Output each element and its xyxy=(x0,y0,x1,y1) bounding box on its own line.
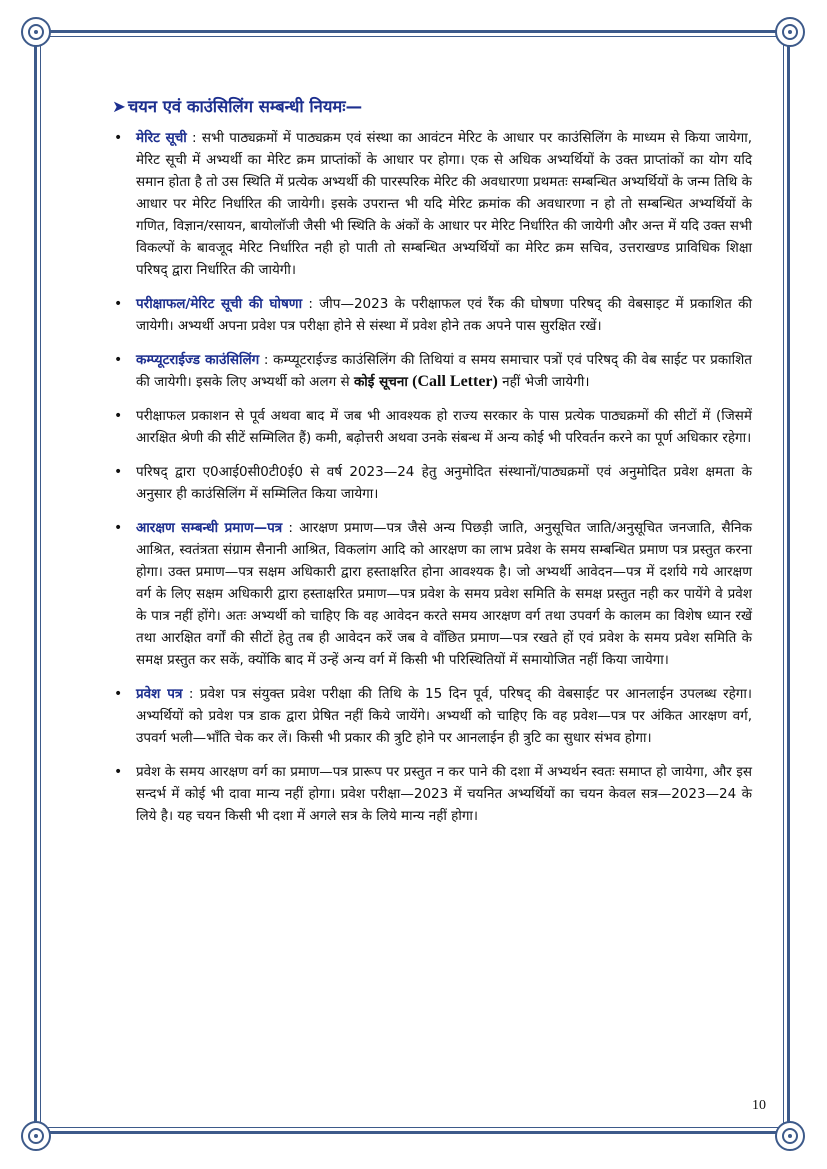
rule-text: परीक्षाफल प्रकाशन से पूर्व अथवा बाद में जब भी आवश्यक हो राज्य सरकार के पास प्रत्येक पाठ्यक्रमों की सीटों में (जिसमें आरक्षित श्रेणी की सीटें सम्मिलित हैं) कमी, बढ़ोत्तरी अथवा उनके संबन्ध में अन्य कोई भी परिवर्तन करने का पूर्ण अधिकार रहेगा। xyxy=(136,408,752,446)
section-heading xyxy=(112,94,752,117)
arrow-bullet-icon: ➤ xyxy=(112,97,126,116)
document-body xyxy=(112,94,752,839)
rule-text: : आरक्षण प्रमाण—पत्र जैसे अन्य पिछड़ी जाति, अनुसूचित जाति/अनुसूचित जनजाति, सैनिक आश्रित, स्वतंत्रता संग्राम सैनानी आश्रित, विकलांग आदि को आरक्षण का लाभ प्रवेश के समय सम्बन्धित प्रमाण पत्र प्रस्तुत करना होगा। उक्त प्रमाण—पत्र सक्षम अधिकारी द्वारा हस्ताक्षरित होना आवश्यक है। जो अभ्यर्थी आवेदन—पत्र में दर्शाये गये आरक्षण वर्ग के लिए सक्षम अधिकारी द्वारा हस्ताक्षरित प्रमाण—पत्र प्रवेश के समय प्रवेश समिति के समक्ष प्रस्तुत नही कर पायेंगे वे प्रवेश के पात्र नहीं होंगे। अतः अभ्यर्थी को चाहिए कि वह आवेदन करते समय आरक्षण वर्ग तथा उपवर्ग के कालम का विशेष ध्यान रखें तथा आरक्षित वर्गों की सीटों हेतु तब ही आवेदन करें जब वे वाँछित प्रमाण—पत्र रखते हों एवं प्रवेश के समय प्रवेश समिति के समक्ष प्रस्तुत कर सकें, क्योंकि बाद में उन्हें अन्य वर्ग में किसी भी परिस्थितियों में समायोजित नहीं किया जायेगा। xyxy=(136,520,752,668)
list-item xyxy=(112,761,752,827)
list-item xyxy=(112,349,752,393)
rule-tail-text: नहीं भेजी जायेगी। xyxy=(497,374,590,390)
corner-ornament-icon xyxy=(21,17,51,47)
rule-text: : सभी पाठ्यक्रमों में पाठ्यक्रम एवं संस्था का आवंटन मेरिट के आधार पर काउंसिलिंग के माध्यम से किया जायेगा, मेरिट सूची में अभ्यर्थी का मेरिट क्रम प्राप्तांकों के आधार पर होगा। एक से अधिक अभ्यर्थियों के उक्त प्राप्तांकों का योग यदि समान होता है तो उस स्थिति में प्रत्येक अभ्यर्थी की पारस्परिक मेरिट की अवधारणा प्रथमतः सम्बन्धित अभ्यर्थियों के जन्म तिथि के आधार पर मेरिट निर्धारित की जायेगी। इसके उपरान्त भी यदि मेरिट क्रमांक की अवधारणा न हो तो सम्बन्धित अभ्यर्थियों के गणित, विज्ञान/रसायन, बायोलॉजी जैसी भी स्थिति के अंकों के आधार पर मेरिट निर्धारित की जायेगी और अन्त में यदि उक्त सभी विकल्पों के बावजूद मेरिट निर्धारित नही हो पाती तो सम्बन्धित अभ्यर्थियों का मेरिट क्रम सचिव, उत्तराखण्ड प्राविधिक शिक्षा परिषद् द्वारा निर्धारित की जायेगी। xyxy=(136,130,752,278)
list-item xyxy=(112,517,752,671)
list-item xyxy=(112,127,752,281)
rule-bold-text: कोई सूचना xyxy=(353,374,408,390)
bullet-icon: • xyxy=(114,520,123,536)
list-item xyxy=(112,461,752,505)
corner-ornament-icon xyxy=(775,17,805,47)
bullet-icon: • xyxy=(114,352,123,368)
bullet-icon: • xyxy=(114,464,123,480)
rule-term: मेरिट सूची xyxy=(136,130,187,146)
corner-ornament-icon xyxy=(21,1121,51,1151)
rule-term: कम्प्यूटराईज्ड काउंसिलिंग xyxy=(136,352,260,368)
rule-text: परिषद् द्वारा ए0आई0सी0टी0ई0 से वर्ष 2023—24 हेतु अनुमोदित संस्थानों/पाठ्यक्रमों एवं अनुमोदित प्रवेश क्षमता के अनुसार ही काउंसिलिंग में सम्मिलित किया जायेगा। xyxy=(136,464,752,502)
call-letter-text: (Call Letter) xyxy=(412,373,498,390)
rule-term: प्रवेश पत्र xyxy=(136,686,183,702)
rule-term: आरक्षण सम्बन्धी प्रमाण—पत्र xyxy=(136,520,283,536)
rule-text: : कम्प्यूटराईज्ड काउंसिलिंग की तिथियां व समय समाचार पत्रों एवं परिषद् की वेब साईट पर प्रकाशित की जायेगी। इसके लिए अभ्यर्थी को अलग से xyxy=(136,352,752,390)
section-heading-text: चयन एवं काउंसिलिंग सम्बन्धी नियमः— xyxy=(127,97,363,116)
rule-term: परीक्षाफल/मेरिट सूची की घोषणा xyxy=(136,296,303,312)
bullet-icon: • xyxy=(114,686,123,702)
bullet-icon: • xyxy=(114,130,123,146)
list-item xyxy=(112,405,752,449)
list-item xyxy=(112,683,752,749)
rule-text: : प्रवेश पत्र संयुक्त प्रवेश परीक्षा की तिथि के 15 दिन पूर्व, परिषद् की वेबसाईट पर आनलाईन उपलब्ध रहेगा। अभ्यर्थियों को प्रवेश पत्र डाक द्वारा प्रेषित नहीं किये जायेंगे। अभ्यर्थी को चाहिए कि वह प्रवेश—पत्र पर अंकित आरक्षण वर्ग, उपवर्ग भली—भाँति चेक कर लें। किसी भी प्रकार की त्रुटि होने पर आनलाईन ही त्रुटि का सुधार संभव होगा। xyxy=(136,686,752,746)
corner-ornament-icon xyxy=(775,1121,805,1151)
rule-text: प्रवेश के समय आरक्षण वर्ग का प्रमाण—पत्र प्रारूप पर प्रस्तुत न कर पाने की दशा में अभ्यर्थन स्वतः समाप्त हो जायेगा, और इस सन्दर्भ में कोई भी दावा मान्य नहीं होगा। प्रवेश परीक्षा—2023 में चयनित अभ्यर्थियों का चयन केवल सत्र—2023—24 के लिये है। यह चयन किसी भी दशा में अगले सत्र के लिये मान्य नहीं होगा। xyxy=(136,764,752,824)
rule-text: : जीप—2023 के परीक्षाफल एवं रैंक की घोषणा परिषद् की वेबसाइट में प्रकाशित की जायेगी। अभ्यर्थी अपना प्रवेश पत्र परीक्षा होने से संस्था में प्रवेश होने तक अपने पास सुरक्षित रखें। xyxy=(136,296,752,334)
rules-list xyxy=(112,127,752,827)
bullet-icon: • xyxy=(114,408,123,424)
bullet-icon: • xyxy=(114,764,123,780)
list-item xyxy=(112,293,752,337)
page-number: 10 xyxy=(752,1098,766,1113)
bullet-icon: • xyxy=(114,296,123,312)
